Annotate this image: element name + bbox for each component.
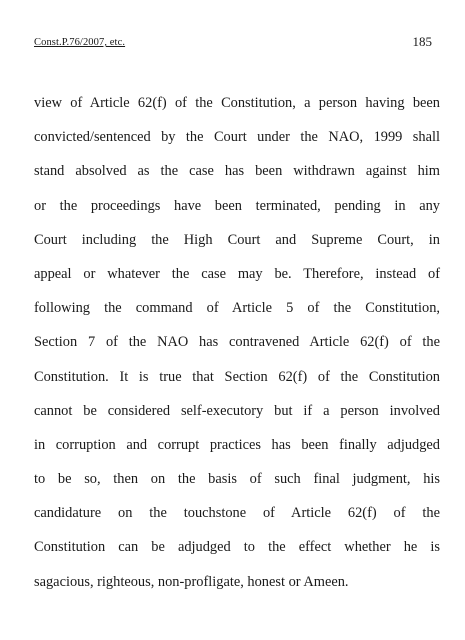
text-line: appeal or whatever the case may be. Therefore, instead of	[34, 265, 440, 282]
case-reference: Const.P.76/2007, etc.	[34, 37, 126, 48]
text-line: to be so, then on the basis of such final judgment, his	[34, 471, 440, 488]
text-line: convicted/sentenced by the Court under the NAO, 1999 shall	[34, 129, 440, 146]
text-line: Section 7 of the NAO has contravened Article 62(f) of the	[34, 334, 440, 351]
text-line: or the proceedings have been terminated, pending in any	[34, 197, 440, 214]
text-line: cannot be considered self-executory but if a person involved	[34, 402, 440, 419]
page-number: 185	[412, 34, 432, 49]
body-paragraph	[34, 93, 440, 606]
text-line: Constitution. It is true that Section 62(f) of the Constitution	[34, 368, 440, 385]
text-line: Constitution can be adjudged to the effect whether he is	[34, 539, 440, 556]
text-line: Court including the High Court and Supreme Court, in	[34, 231, 440, 248]
text-line: stand absolved as the case has been withdrawn against him	[34, 163, 440, 180]
text-line: sagacious, righteous, non-profligate, honest or Ameen.	[34, 573, 349, 590]
page-header	[34, 34, 432, 54]
text-line: candidature on the touchstone of Article 62(f) of the	[34, 505, 440, 522]
text-line: following the command of Article 5 of the Constitution,	[34, 300, 440, 317]
text-line: in corruption and corrupt practices has been finally adjudged	[34, 436, 440, 453]
text-line: view of Article 62(f) of the Constitution, a person having been	[34, 95, 440, 111]
